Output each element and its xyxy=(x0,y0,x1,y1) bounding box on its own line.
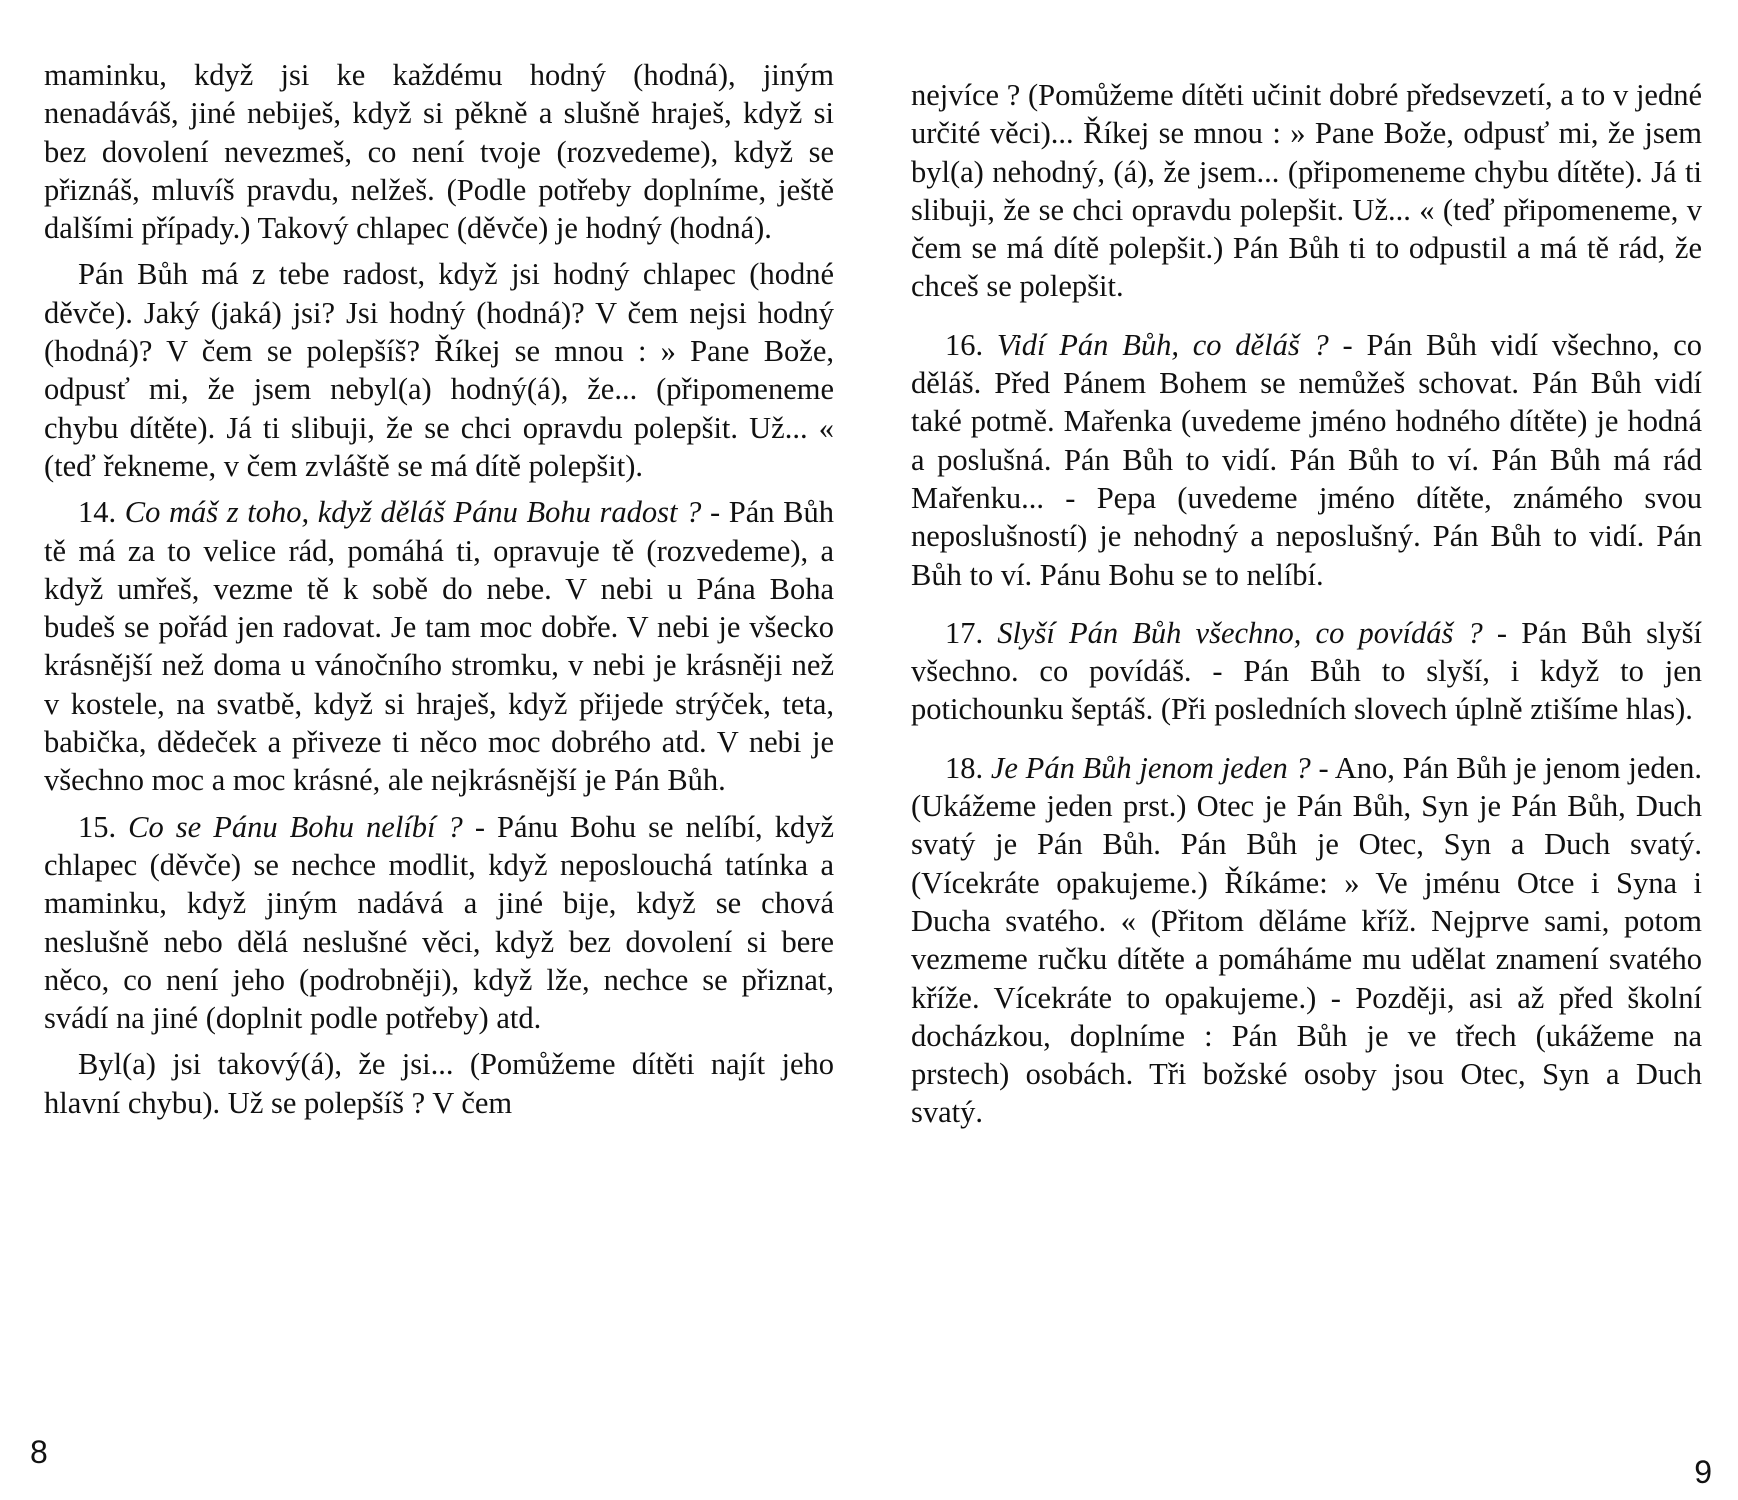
paragraph xyxy=(911,76,1702,306)
answer-text: - Pán Bůh vidí všechno, co děláš. Před Pánem Bohem se nemůžeš schovat. Pán Bůh vidí také potmě. Mařenka (uvedeme jméno hodného dítěte) je hodná a poslušná. Pán Bůh to vidí. Pán Bůh to ví. Pán Bůh má rád Mařenku... - Pepa (uvedeme jméno dítěte, známého svou neposlušností) je nehodný a neposlušný. Pán Bůh to vidí. Pán Bůh to ví. Pánu Bohu se to nelíbí. xyxy=(911,327,1703,592)
question-17 xyxy=(911,614,1702,729)
answer-text: - Ano, Pán Bůh je jenom jeden. (Ukážeme jeden prst.) Otec je Pán Bůh, Syn je Pán Bůh, Duch svatý je Pán Bůh. Pán Bůh je Otec, Syn a Duch svatý. (Vícekráte opakujeme.) Říkáme: » Ve jménu Otce i Syna i Ducha svatého. « (Přitom děláme kříž. Nejprve sami, potom vezmeme ručku dítěte a pomáháme mu udělat znamení svatého kříže. Vícekráte to opakujeme.) - Později, asi až před školní docházkou, doplníme : Pán Bůh je ve třech (ukážeme na prstech) osobách. Tři božské osoby jsou Otec, Syn a Duch svatý. xyxy=(911,750,1703,1130)
question-14 xyxy=(44,493,834,799)
paragraph-text: Pán Bůh má z tebe radost, když jsi hodný chlapec (hodné děvče). Jaký (jaká) jsi? Jsi hodný (hodná)? V čem nejsi hodný (hodná)? V čem se polepšíš? Říkej se mnou : » Pane Bože, odpusť mi, že jsem nebyl(a) hodný(á), že... (připomeneme chybu dítěte). Já ti slibuji, že se chci opravdu polepšit. Už... « (teď řekneme, v čem zvláště se má dítě polepšit). xyxy=(44,257,834,483)
question-number: 16. xyxy=(945,327,984,362)
answer-text: - Pánu Bohu se nelíbí, když chlapec (děvče) se nechce modlit, když neposlouchá tatínka a maminku, když jiným nadává a jiné bije, když se chová neslušně nebo dělá neslušné věci, když bez dovolení si bere něco, co není jeho (podrobněji), když lže, nechce se přiznat, svádí na jiné (doplnit podle potřeby) atd. xyxy=(44,809,834,1036)
question-number: 18. xyxy=(945,750,984,785)
question-number: 15. xyxy=(78,809,117,844)
question-text: Vidí Pán Bůh, co děláš ? xyxy=(996,327,1329,362)
question-16 xyxy=(911,326,1702,594)
paragraph-text: Byl(a) jsi takový(á), že jsi... (Pomůžeme dítěti najít jeho hlavní chybu). Už se polepšíš ? V čem xyxy=(44,1047,834,1120)
question-text: Slyší Pán Bůh všechno, co povídáš ? xyxy=(997,615,1483,650)
paragraph xyxy=(44,255,834,485)
question-15 xyxy=(44,808,834,1038)
paragraph-text: nejvíce ? (Pomůžeme dítěti učinit dobré předsevzetí, a to v jedné určité věci)... Říkej se mnou : » Pane Bože, odpusť mi, že jsem byl(a) nehodný, (á), že jsem... (připomeneme chybu dítěte). Já ti slibuji, že se chci opravdu polepšit. Už... « (teď připomeneme, v čem se má dítě polepšit.) Pán Bůh ti to odpustil a má tě rád, že chceš se polepšit. xyxy=(911,78,1702,304)
paragraph xyxy=(44,56,834,247)
paragraph xyxy=(44,1045,834,1122)
answer-text: - Pán Bůh slyší všechno. co povídáš. - Pán Bůh to slyší, i když to jen potichounku šeptáš. (Při posledních slovech úplně ztišíme hlas). xyxy=(911,615,1702,727)
right-page xyxy=(869,0,1738,1500)
left-text-column xyxy=(44,56,834,1122)
answer-text: - Pán Bůh tě má za to velice rád, pomáhá ti, opravuje tě (rozvedeme), a když umřeš, vezme tě k sobě do nebe. V nebi u Pána Boha budeš se pořád jen radovat. Je tam moc dobře. V nebi je všecko krásnější než doma u vánočního stromku, v nebi je krásněji než v kostele, na svatbě, když si hraješ, když přijede strýček, teta, babička, dědeček a přiveze ti něco moc dobrého atd. V nebi je všechno moc a moc krásné, ale nejkrásnější je Pán Bůh. xyxy=(44,495,834,798)
question-number: 17. xyxy=(945,615,984,650)
page-number: 9 xyxy=(1694,1454,1712,1490)
question-text: Co se Pánu Bohu nelíbí ? xyxy=(128,809,463,844)
question-number: 14. xyxy=(78,495,117,530)
question-text: Je Pán Bůh jenom jeden ? xyxy=(990,750,1311,785)
question-text: Co máš z toho, když děláš Pánu Bohu radost ? xyxy=(124,495,702,530)
right-text-column xyxy=(911,76,1702,1132)
page-number: 8 xyxy=(30,1434,48,1470)
paragraph-text: maminku, když jsi ke každému hodný (hodná), jiným nenadáváš, jiné nebiješ, když si pěkně a slušně hraješ, když si bez dovolení nevezmeš, co není tvoje (rozvedeme), když se přiznáš, mluvíš pravdu, nelžeš. (Podle potřeby doplníme, ještě dalšími případy.) Takový chlapec (děvče) je hodný (hodná). xyxy=(44,58,834,246)
question-18 xyxy=(911,749,1702,1132)
